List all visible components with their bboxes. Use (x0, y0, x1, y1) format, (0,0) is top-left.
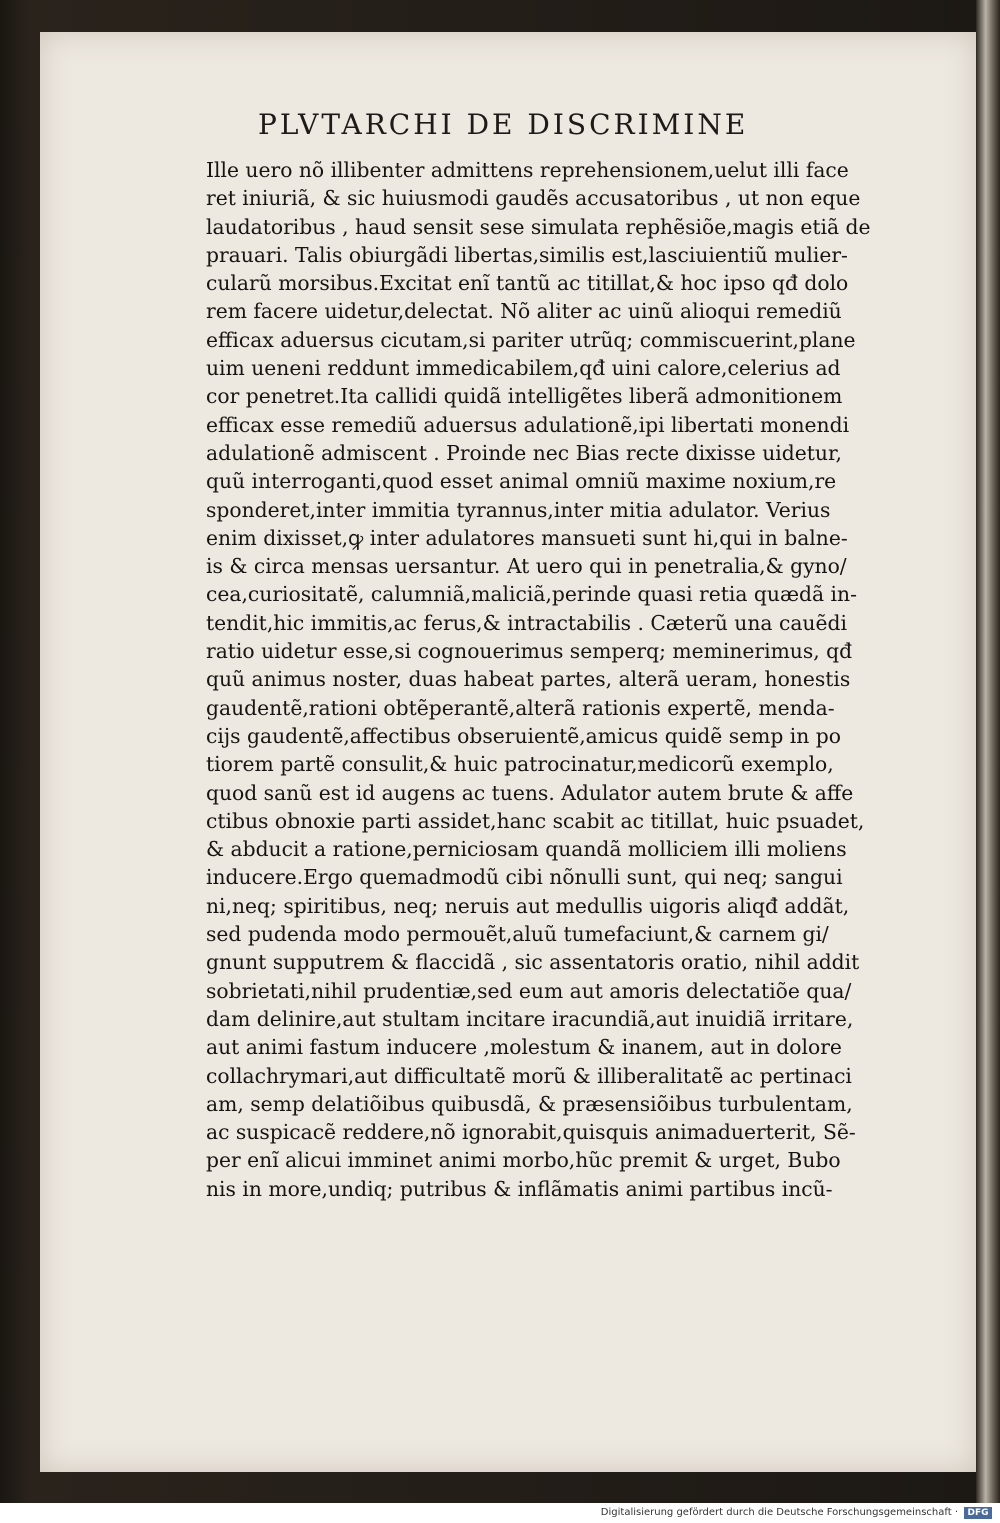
text-block (206, 156, 896, 1203)
text-line: collachrymari,aut difficultatẽ morũ & illiberalitatẽ ac pertinaci (206, 1063, 852, 1088)
text-line: efficax aduersus cicutam,si pariter utrũq; commiscuerint,plane (206, 327, 856, 352)
dfg-logo: DFG (964, 1507, 992, 1519)
text-line: ni,neq; spiritibus, neq; neruis aut medullis uigoris aliqđ addãt, (206, 893, 850, 918)
text-line: inducere.Ergo quemadmodũ cibi nõnulli sunt, qui neq; sangui (206, 865, 843, 890)
text-line: am, semp delatiõibus quibusdã, & præsensiõibus turbulentam, (206, 1091, 853, 1116)
text-line: sponderet,inter immitia tyrannus,inter mitia adulator. Verius (206, 497, 831, 522)
text-line: sed pudenda modo permouẽt,aluũ tumefaciunt,& carnem gi/ (206, 922, 829, 947)
text-line: gaudentẽ,rationi obtẽperantẽ,alterã rationis expertẽ, menda- (206, 695, 835, 720)
text-line: ac suspicacẽ reddere,nõ ignorabit,quisquis animaduerterit, Sẽ- (206, 1120, 856, 1145)
text-line: ret iniuriã, & sic huiusmodi gaudẽs accusatoribus , ut non eque (206, 186, 861, 211)
text-line: quũ animus noster, duas habeat partes, alterã ueram, honestis (206, 667, 851, 692)
text-line: cijs gaudentẽ,affectibus obseruientẽ,amicus quidẽ semp in po (206, 723, 841, 748)
book-edge (976, 0, 1000, 1503)
text-line: quũ interroganti,quod esset animal omniũ maxime noxium,re (206, 469, 837, 494)
text-line: prauari. Talis obiurgãdi libertas,similis est,lasciuientiũ mulier- (206, 242, 848, 267)
text-line: dam delinire,aut stultam incitare iracundiã,aut inuidiã irritare, (206, 1006, 854, 1031)
text-line: is & circa mensas uersantur. At uero qui in penetralia,& gyno/ (206, 554, 847, 579)
text-line: sobrietati,nihil prudentiæ,sed eum aut amoris delectatiõe qua/ (206, 978, 852, 1003)
text-line: laudatoribus , haud sensit sese simulata rephẽsiõe,magis etiã de (206, 214, 871, 239)
text-line: cea,curiositatẽ, calumniã,maliciã,perinde quasi retia quædã in- (206, 582, 857, 607)
text-line: tendit,hic immitis,ac ferus,& intractabilis . Cæterũ una cauẽdi (206, 610, 847, 635)
text-line: aut animi fastum inducere ,molestum & inanem, aut in dolore (206, 1035, 842, 1060)
text-line: quod sanũ est id augens ac tuens. Adulator autem brute & affe (206, 780, 854, 805)
text-line: tiorem partẽ consulit,& huic patrocinatur,medicorũ exemplo, (206, 752, 834, 777)
footer-bar (0, 1503, 1000, 1523)
text-line: adulationẽ admiscent . Proinde nec Bias recte dixisse uidetur, (206, 440, 842, 465)
text-line: & abducit a ratione,perniciosam quandã molliciem illi moliens (206, 837, 847, 862)
text-line: nis in more,undiq; putribus & inflãmatis animi partibus incũ- (206, 1176, 833, 1201)
text-line: efficax esse remediũ aduersus adulationẽ,ipi libertati monendi (206, 412, 850, 437)
text-line: ctibus obnoxie parti assidet,hanc scabit ac titillat, huic psuadet, (206, 808, 865, 833)
text-line: per enĩ alicui imminet animi morbo,hũc premit & urget, Bubo (206, 1148, 841, 1173)
text-line: cor penetret.Ita callidi quidã intelligẽtes liberã admonitionem (206, 384, 843, 409)
text-line: cularũ morsibus.Excitat enĩ tantũ ac titillat,& hoc ipso qđ dolo (206, 271, 849, 296)
text-line: ratio uidetur esse,si cognouerimus semperq; meminerimus, qđ (206, 639, 853, 664)
text-line: Ille uero nõ illibenter admittens reprehensionem,uelut illi face (206, 158, 849, 182)
text-line: gnunt supputrem & flaccidã , sic assentatoris oratio, nihil addit (206, 950, 860, 975)
text-line: uim ueneni reddunt immedicabilem,qđ uini calore,celerius ad (206, 356, 841, 381)
text-line: rem facere uidetur,delectat. Nõ aliter ac uinũ alioqui remediũ (206, 299, 842, 324)
text-line: enim dixisset,ꝙ inter adulatores mansueti sunt hi,qui in balne- (206, 525, 848, 550)
running-head: PLVTARCHI DE DISCRIMINE (258, 108, 749, 141)
digitization-credit: Digitalisierung gefördert durch die Deutsche Forschungsgemeinschaft · (600, 1507, 958, 1518)
